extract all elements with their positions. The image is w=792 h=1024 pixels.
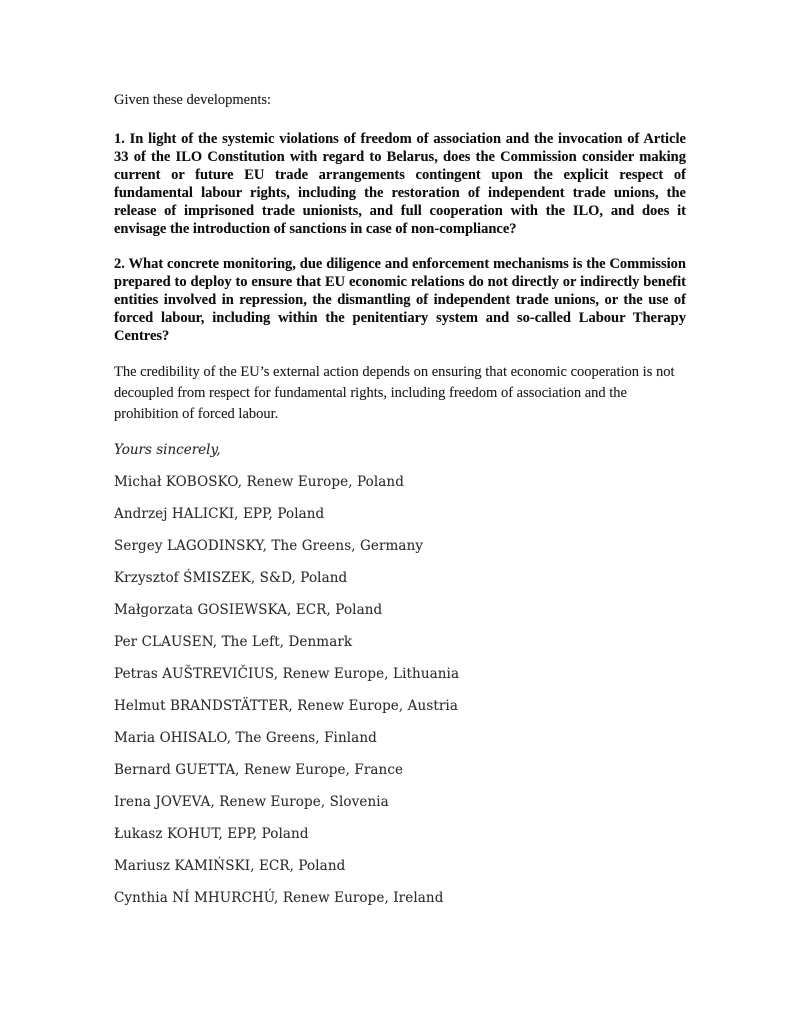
letter-body bbox=[114, 91, 686, 921]
intro-line: Given these developments: bbox=[114, 92, 272, 108]
question-2: 2. What concrete monitoring, due diligence and enforcement mechanisms is the Commission prepared to deploy to ensure that EU economic relations do not directly or indirectly benefit entities involved in repression, the dismantling of independent trade unions, or the use of forced labour, including within the penitentiary system and so-called Labour Therapy Centres? bbox=[114, 256, 686, 344]
signatory-line: Maria OHISALO, The Greens, Finland bbox=[114, 730, 377, 746]
signatory-line: Sergey LAGODINSKY, The Greens, Germany bbox=[114, 538, 424, 554]
signatory-list bbox=[114, 473, 686, 907]
signatory-line: Mariusz KAMIŃSKI, ECR, Poland bbox=[114, 858, 346, 874]
signatory-line: Helmut BRANDSTÄTTER, Renew Europe, Austria bbox=[114, 698, 458, 714]
signatory-line: Cynthia NÍ MHURCHÚ, Renew Europe, Ireland bbox=[114, 890, 444, 906]
signatory-line: Michał KOBOSKO, Renew Europe, Poland bbox=[114, 474, 404, 490]
signatory-line: Irena JOVEVA, Renew Europe, Slovenia bbox=[114, 794, 389, 810]
question-1: 1. In light of the systemic violations of freedom of association and the invocation of Article 33 of the ILO Constitution with regard to Belarus, does the Commission consider making current or future EU trade arrangements contingent upon the explicit respect of fundamental labour rights, including the restoration of independent trade unions, the release of imprisoned trade unionists, and full cooperation with the ILO, and does it envisage the introduction of sanctions in case of non-compliance? bbox=[114, 131, 686, 237]
signatory-line: Bernard GUETTA, Renew Europe, France bbox=[114, 762, 404, 778]
signatory-line: Małgorzata GOSIEWSKA, ECR, Poland bbox=[114, 602, 383, 618]
signatory-line: Łukasz KOHUT, EPP, Poland bbox=[114, 826, 309, 842]
signatory-line: Andrzej HALICKI, EPP, Poland bbox=[114, 506, 325, 522]
signatory-line: Per CLAUSEN, The Left, Denmark bbox=[114, 634, 353, 650]
valediction: Yours sincerely, bbox=[114, 442, 221, 458]
signatory-line: Krzysztof ŚMISZEK, S&D, Poland bbox=[114, 570, 348, 586]
signatory-line: Petras AUŠTREVIČIUS, Renew Europe, Lithuania bbox=[114, 666, 460, 682]
closing-paragraph: The credibility of the EU’s external action depends on ensuring that economic cooperation is not decoupled from respect for fundamental rights, including freedom of association and the prohibition of forced labour. bbox=[114, 364, 675, 422]
